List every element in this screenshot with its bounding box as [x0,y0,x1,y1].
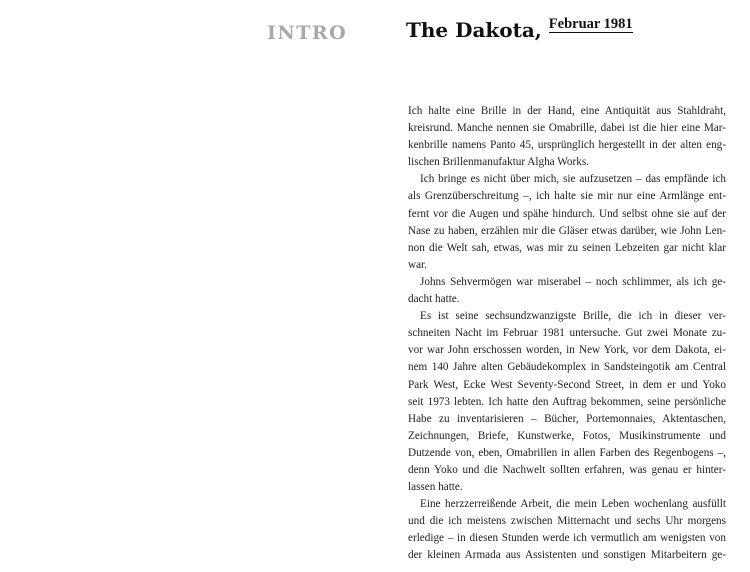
text-line: Es ist seine sechsundzwanzigste Brille, die ich in dieser ver- [420,310,726,323]
text-line: Johns Sehvermögen war miserabel – noch schlimmer, als ich ge- [420,275,726,288]
chapter-heading [406,18,633,42]
text-line: Nase zu haben, erzählen mir die Gläser etwas darüber, wie John Len- [408,224,726,237]
body-paragraph [408,171,726,274]
text-line: nem 140 Jahre alten Gebäudekomplex in Sandsteingotik am Central [408,361,726,374]
text-line: dacht hatte. [408,293,460,306]
text-line: war. [408,258,427,271]
text-line: Zeichnungen, Briefe, Kunstwerke, Fotos, Musikinstrumente und [408,429,726,442]
text-line: lassen hatte. [408,481,463,494]
text-line: lischen Brillenmanufaktur Algha Works. [408,156,589,169]
text-line: schneiten Nacht im Februar 1981 untersuche. Gut zwei Monate zu- [408,327,726,340]
text-line: kreisrund. Manche nennen sie Omabrille, dabei ist die hier eine Mar- [408,122,726,135]
chapter-date: Februar 1981 [548,16,633,32]
text-line: kenbrille namens Panto 45, ursprünglich hergestellt in der alten eng- [408,139,726,152]
body-paragraph [408,274,726,308]
body-paragraph [408,308,726,496]
text-line: erledige – in diesen Stunden werde ich vermutlich am wenigsten von [408,532,726,545]
text-line: als Grenzüberschreitung –, ich halte sie mir nur eine Armlänge ent- [408,190,726,203]
text-line: Dutzende von, eben, Omabrillen in allen Farben des Regenbogens –, [408,446,726,459]
text-line: Eine herzzerreißende Arbeit, die mein Leben wochenlang ausfüllt [420,498,726,511]
text-line: Ich halte eine Brille in der Hand, eine Antiquität aus Stahldraht, [408,105,726,117]
text-line: Park West, Ecke West Seventy-Second Street, in dem er und Yoko [408,378,726,391]
text-line: denn Yoko und die Nachwelt sollten erfahren, was genau er hinter- [408,463,726,476]
text-line: Ich bringe es nicht über mich, sie aufzusetzen – das empfände ich [420,173,726,186]
chapter-body-text [408,103,726,565]
text-line: vor war John erschossen worden, in New York, vor dem Dakota, ei- [408,344,726,357]
text-line: der kleinen Armada aus Assistenten und sonstigen Mitarbeitern ge- [408,549,726,562]
body-paragraph [408,496,726,564]
body-paragraph [408,103,726,171]
chapter-title: The Dakota, [406,18,542,42]
text-line: fernt vor die Augen und spähe hindurch. Und selbst ohne sie auf der [408,207,726,220]
text-line: Habe zu inventarisieren – Bücher, Portemonnaies, Aktentaschen, [408,412,726,425]
chapter-section-label: INTRO [267,22,348,44]
text-line: seit 1973 lebten. Ich hatte den Auftrag bekommen, seine persönliche [408,395,726,408]
text-line: non die Welt sah, etwas, was mir zu seinen Lebzeiten gar nicht klar [408,241,726,254]
text-line: und die ich meistens zwischen Mitternacht und sechs Uhr morgens [408,515,726,528]
